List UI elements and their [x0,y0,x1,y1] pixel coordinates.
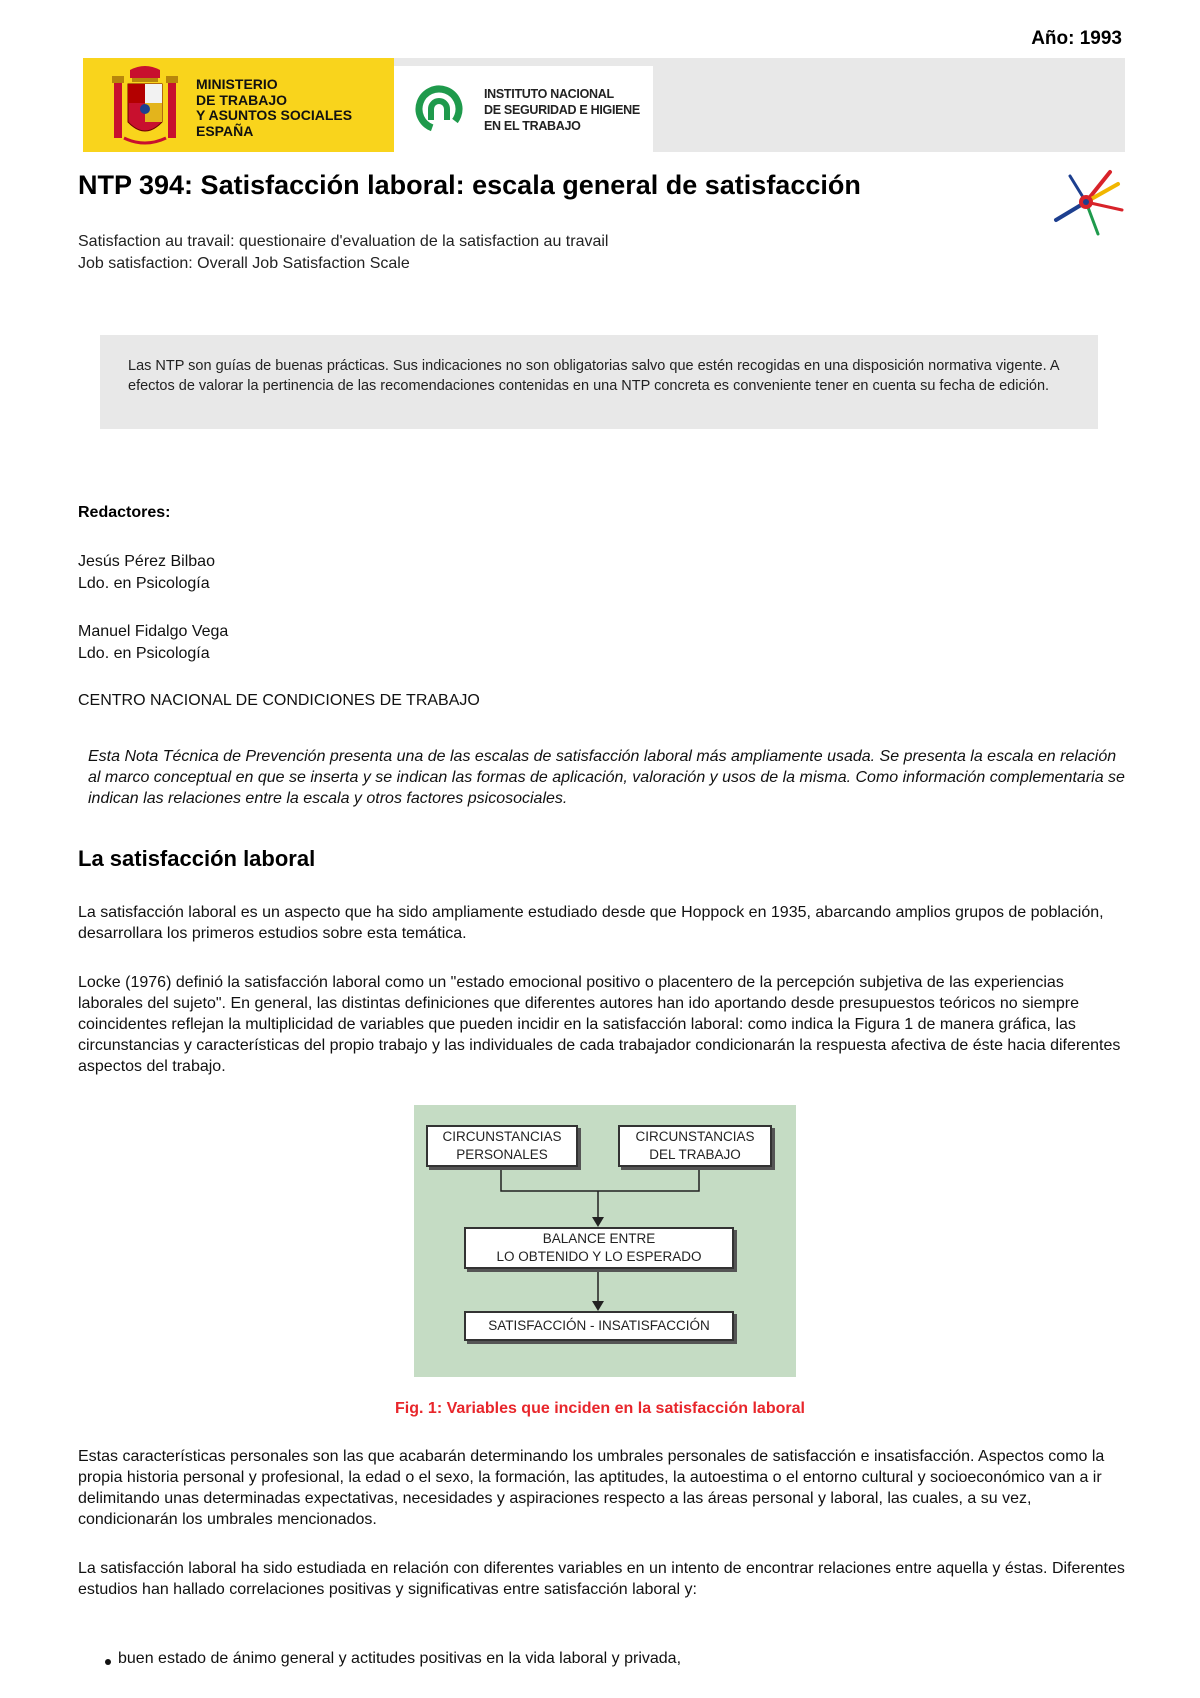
box-balance [464,1227,734,1269]
box-line: CIRCUNSTANCIAS [635,1129,755,1144]
ministry-line: DE TRABAJO [196,91,288,108]
institute-logo [394,66,653,152]
institute-line: DE SEGURIDAD E HIGIENE [484,103,640,117]
page-title: NTP 394: Satisfacción laboral: escala general de satisfacción [78,170,861,200]
notice-text: Las NTP son guías de buenas prácticas. Sus indicaciones no son obligatorias salvo que estén recogidas en una disposición normativa vigente. A efectos de valorar la pertinencia de las recomendaciones contenidas en una NTP concreta es conveniente tener en cuenta su fecha de edición. [128,358,1059,394]
ministry-logo [83,58,394,152]
institute-line: EN EL TRABAJO [484,119,581,133]
box-line: BALANCE ENTRE [542,1231,656,1246]
box-work-circumstances [618,1125,772,1167]
year-label: Año: 1993 [1031,28,1122,49]
author-degree: Ldo. en Psicología [78,645,210,662]
box-line: DEL TRABAJO [649,1147,741,1162]
author-name: Manuel Fidalgo Vega [78,623,229,640]
ministry-line: ESPAÑA [196,122,254,139]
figure-diagram [414,1105,796,1377]
notice-box [100,335,1098,429]
box-line: LO OBTENIDO Y LO ESPERADO [496,1249,702,1264]
paragraph: La satisfacción laboral ha sido estudiada en relación con diferentes variables en un intento de encontrar relaciones entre aquella y éstas. Diferentes estudios han hallado correlaciones positivas y significativas entre satisfacción laboral y: [78,1560,1125,1598]
subtitle-french: Satisfaction au travail: questionaire d'evaluation de la satisfaction au travail [78,233,609,250]
box-satisfaction-result: SATISFACCIÓN - INSATISFACCIÓN [464,1311,734,1341]
paragraph: La satisfacción laboral es un aspecto que ha sido ampliamente estudiado desde que Hoppock en 1935, abarcando amplios grupos de población, desarrollara los primeros estudios sobre esta temática. [78,904,1104,942]
figure-caption: Fig. 1: Variables que inciden en la satisfacción laboral [395,1400,805,1417]
center-name: CENTRO NACIONAL DE CONDICIONES DE TRABAJO [78,692,480,709]
institute-line: INSTITUTO NACIONAL [484,87,614,101]
ministry-name [196,77,352,139]
ministry-line: Y ASUNTOS SOCIALES [196,107,353,123]
box-line: CIRCUNSTANCIAS [442,1129,562,1144]
ntp-star-icon [1048,166,1126,240]
abstract: Esta Nota Técnica de Prevención presenta una de las escalas de satisfacción laboral más ampliamente usada. Se presenta la escala en relación al marco conceptual en que se inserta y se indican las formas de aplicación, valoración y usos de la misma. Como información complementaria se indican las relaciones entre la escala y otros factores psicosociales. [88,748,1125,807]
ministry-line: MINISTERIO [196,76,278,92]
bullet-icon [105,1659,111,1665]
paragraph: Estas características personales son las que acabarán determinando los umbrales personales de satisfacción e insatisfacción. Aspectos como la propia historia personal y profesional, la edad o el sexo, la formación, las aptitudes, la autoestima o el entorno cultural y socioeconómico van a ir delimitando unas determinadas expectativas, necesidades y aspiraciones respecto a las áreas personal y laboral, las cuales, a su vez, condicionarán los umbrales mencionados. [78,1448,1105,1528]
coat-of-arms-icon [110,64,180,148]
subtitle-english: Job satisfaction: Overall Job Satisfaction Scale [78,255,410,272]
paragraph: Locke (1976) definió la satisfacción laboral como un "estado emocional positivo o placentero de la percepción subjetiva de las experiencias laborales del sujeto". En general, las distintas definiciones que diferentes autores han ido aportando desde presupuestos teóricos no siempre coincidentes reflejan la multiplicidad de variables que pueden incidir en la satisfacción laboral: como indica la Figura 1 de manera gráfica, las circunstancias y características del propio trabajo y las individuales de cada trabajador condicionarán la respuesta afectiva de éste hacia diferentes aspectos del trabajo. [78,974,1121,1075]
redactores-label: Redactores: [78,504,171,521]
institute-symbol-icon [414,84,464,134]
author-degree: Ldo. en Psicología [78,575,210,592]
box-personal-circumstances [426,1125,578,1167]
institute-name [484,86,640,134]
author-name: Jesús Pérez Bilbao [78,553,215,570]
section-heading: La satisfacción laboral [78,846,316,871]
list-item: buen estado de ánimo general y actitudes positivas en la vida laboral y privada, [118,1650,682,1667]
box-line: PERSONALES [456,1147,548,1162]
